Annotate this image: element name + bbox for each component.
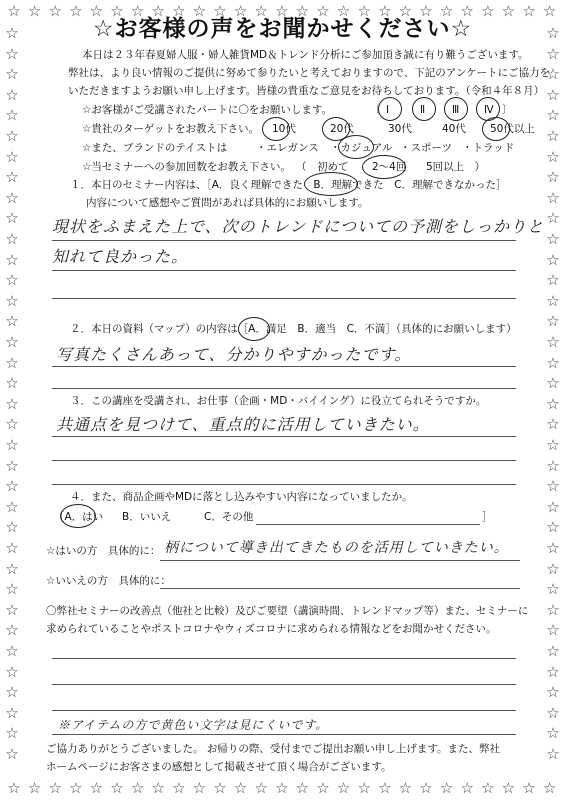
q3-text: ３．この講座を受講され、お仕事（企画・MD・バイイング）に役立てられそうですか。 [70,395,487,407]
answer-line [52,734,516,735]
border-star-icon: ☆ [546,539,560,557]
border-star-icon: ☆ [233,779,248,797]
border-star-icon: ☆ [546,436,560,454]
q4-close-bracket: ］ [482,511,493,523]
border-star-icon: ☆ [501,2,516,20]
parts-question: ☆お客様がご受講されたパートに〇をお願いします。 [82,104,333,116]
target-question: ☆貴社のターゲットをお教え下さい。 [82,123,259,135]
border-star-icon: ☆ [357,2,371,20]
border-star-icon: ☆ [172,779,186,797]
border-star-icon: ☆ [27,779,42,797]
q4-option-other[interactable]: C．その他 [204,511,254,523]
border-star-icon: ☆ [213,2,227,20]
border-star-icon: ☆ [546,333,560,351]
border-star-icon: ☆ [546,642,560,660]
border-star-icon: ☆ [5,250,19,269]
border-star-icon: ☆ [275,2,289,20]
border-star-icon: ☆ [546,24,560,42]
border-star-icon: ☆ [546,127,560,145]
intro-line-3: いただきますようお願い申し上げます。皆様の貴重なご意見をお待ちしております。（令和４年８月） [68,85,545,97]
q2-answer: 写真たくさんあって、分かりやすかったです。 [56,345,412,364]
border-star-icon: ☆ [546,745,560,763]
border-star-icon: ☆ [546,600,560,619]
border-star-icon: ☆ [336,2,351,20]
border-star-icon: ☆ [546,85,560,104]
border-star-icon: ☆ [5,85,19,104]
border-star-icon: ☆ [542,779,557,797]
border-star-icon: ☆ [5,600,19,619]
border-star-icon: ☆ [151,2,165,20]
border-star-icon: ☆ [233,2,248,20]
border-star-icon: ☆ [5,209,19,228]
border-star-icon: ☆ [5,333,19,351]
border-star-icon: ☆ [5,642,19,660]
border-star-icon: ☆ [48,779,62,797]
border-star-icon: ☆ [151,779,165,797]
part-option-1[interactable]: Ⅰ [386,104,390,116]
q4-yes-answer: 柄について導き出てきたものを活用していきたい。 [164,540,509,556]
border-star-icon: ☆ [546,271,560,290]
border-star-icon: ☆ [546,230,560,248]
border-star-icon: ☆ [546,250,560,269]
border-star-icon: ☆ [275,779,289,797]
border-star-icon: ☆ [542,2,557,20]
answer-line [52,388,516,389]
border-star-icon: ☆ [89,779,104,797]
answer-line [52,270,516,271]
q3-answer: 共通点を見つけて、重点的に活用していきたい。 [56,415,430,434]
footer-line-2: ホームページにお客さまの感想として掲載させて頂く場合がございます。 [46,761,392,773]
border-star-icon: ☆ [522,2,536,20]
answer-line [52,658,516,659]
answer-line [52,298,516,299]
border-star-icon: ☆ [254,779,268,797]
border-star-icon: ☆ [546,724,560,743]
q4-option-yes[interactable]: ［A．はい [54,511,104,523]
border-star-icon: ☆ [546,580,560,599]
circle-mark [362,155,406,179]
border-star-icon: ☆ [546,394,560,413]
target-option-10s[interactable]: 10代 [272,123,296,135]
page-title: ☆お客様の声をお聞かせください☆ [92,16,473,42]
answer-line [52,366,516,367]
border-star-icon: ☆ [5,394,19,413]
circle-mark [304,172,358,196]
border-star-icon: ☆ [357,779,371,797]
taste-option-trad[interactable]: ・トラッド [462,142,515,154]
border-star-icon: ☆ [460,779,474,797]
border-star-icon: ☆ [192,2,207,20]
border-star-icon: ☆ [546,312,560,331]
q4-option-no[interactable]: B．いいえ [122,511,172,523]
part-option-3[interactable]: Ⅲ [452,104,460,116]
border-star-icon: ☆ [481,779,495,797]
border-star-icon: ☆ [546,477,560,496]
border-star-icon: ☆ [254,2,268,20]
circle-mark [338,135,374,159]
border-star-icon: ☆ [481,2,495,20]
taste-option-elegance[interactable]: ・エレガンス [256,142,319,154]
q1-answer-line-2: 知れて良かった。 [52,247,189,266]
border-star-icon: ☆ [546,168,560,187]
border-star-icon: ☆ [5,147,19,166]
border-star-icon: ☆ [5,312,19,331]
q1-subtext: 内容について感想やご質問があれば具体的にお願いします。 [86,197,369,209]
visits-question: ☆当セミナーへの参加回数をお教え下さい。 [82,161,291,173]
border-star-icon: ☆ [5,188,19,207]
answer-line [52,484,516,485]
target-option-20s[interactable]: 20代 [330,123,354,135]
border-star-icon: ☆ [172,2,186,20]
taste-option-casual[interactable]: ・カジュアル [330,142,393,154]
border-star-icon: ☆ [48,2,62,20]
border-star-icon: ☆ [5,703,19,722]
circle-mark [60,504,96,528]
other-line [256,524,480,525]
border-star-icon: ☆ [5,436,19,454]
border-star-icon: ☆ [546,147,560,166]
q5-text-2: 求められていることやポストコロナやウィズコロナに求められる情報などをお聞かせください。 [46,623,497,635]
q4-no-label: ☆いいえの方 具体的に： [46,575,171,587]
border-star-icon: ☆ [5,271,19,290]
border-star-icon: ☆ [130,779,145,797]
border-star-icon: ☆ [5,127,19,145]
border-star-icon: ☆ [5,621,19,640]
border-star-icon: ☆ [5,230,19,248]
answer-line [52,240,516,241]
answer-line [52,436,516,437]
taste-option-sports[interactable]: ・スポーツ [400,142,453,154]
border-star-icon: ☆ [546,65,560,84]
q4-text: ４．また、商品企画やMDに落とし込みやすい内容になっていましたか。 [70,491,413,503]
border-star-icon: ☆ [5,24,19,42]
border-star-icon: ☆ [546,497,560,516]
border-star-icon: ☆ [546,621,560,640]
border-star-icon: ☆ [546,374,560,393]
border-star-icon: ☆ [419,2,433,20]
parts-close-bracket: 〕 [502,104,513,116]
target-option-40s[interactable]: 40代 [442,123,466,135]
border-star-icon: ☆ [5,497,19,516]
part-option-2[interactable]: Ⅱ [420,104,426,116]
border-star-icon: ☆ [546,106,560,125]
border-star-icon: ☆ [316,779,330,797]
border-star-icon: ☆ [501,779,516,797]
visits-option-first[interactable]: （ 初めて [296,161,349,173]
border-star-icon: ☆ [69,2,83,20]
border-star-icon: ☆ [546,683,560,702]
border-star-icon: ☆ [378,2,392,20]
answer-line [52,684,516,685]
border-star-icon: ☆ [522,779,536,797]
border-star-icon: ☆ [89,2,104,20]
q1-text: １．本日のセミナー内容は、［A．良く理解できた B．理解できた C．理解できなかった］ [70,179,507,191]
border-star-icon: ☆ [546,188,560,207]
q4-yes-label: ☆はいの方 具体的に： [46,545,161,557]
border-star-icon: ☆ [439,779,454,797]
border-star-icon: ☆ [5,683,19,702]
border-star-icon: ☆ [546,559,560,578]
border-star-icon: ☆ [295,2,310,20]
border-star-icon: ☆ [546,291,560,310]
border-star-icon: ☆ [5,106,19,125]
border-star-icon: ☆ [110,779,124,797]
border-star-icon: ☆ [546,209,560,228]
border-star-icon: ☆ [5,559,19,578]
border-star-icon: ☆ [378,779,392,797]
border-star-icon: ☆ [213,779,227,797]
answer-line [52,710,516,711]
border-star-icon: ☆ [546,415,560,434]
border-star-icon: ☆ [5,168,19,187]
border-star-icon: ☆ [546,662,560,681]
border-star-icon: ☆ [398,2,413,20]
circle-mark [444,97,468,121]
footer-line-1: ご協力ありがとうございました。 お帰りの際、受付までご提出お願い申し上げます。また、弊社 [46,743,500,755]
border-star-icon: ☆ [69,779,83,797]
border-star-icon: ☆ [546,456,560,475]
border-star-icon: ☆ [110,2,124,20]
border-star-icon: ☆ [27,2,42,20]
q5-text-1: 〇弊社セミナーの改善点（他社と比較）及びご要望（講演時間、トレンドマップ等）また、セミナーに [46,605,529,617]
answer-line [52,460,516,461]
border-star-icon: ☆ [398,779,413,797]
visits-option-2-4[interactable]: 2～4回 [372,161,407,173]
circle-mark [412,97,436,121]
border-star-icon: ☆ [546,703,560,722]
target-option-50s[interactable]: 50代以上 [490,123,535,135]
border-star-icon: ☆ [5,745,19,763]
border-star-icon: ☆ [316,2,330,20]
border-star-icon: ☆ [546,518,560,537]
border-star-icon: ☆ [5,291,19,310]
q5-answer: ※アイテムの方で黄色い文字は見にくいです。 [58,718,329,732]
answer-line [160,560,520,561]
intro-line-2: 弊社は、より良い情報のご提供に努めて参りたいと考えておりますので、下記のアンケートにご協力を [68,67,551,79]
taste-question: ☆また、ブランドのテイストは [82,142,228,154]
border-star-icon: ☆ [5,662,19,681]
border-star-icon: ☆ [5,456,19,475]
circle-mark [378,97,402,121]
border-star-icon: ☆ [7,2,21,20]
border-star-icon: ☆ [5,539,19,557]
border-star-icon: ☆ [5,580,19,599]
border-star-icon: ☆ [5,353,19,372]
circle-mark [238,317,270,341]
answer-line [160,588,520,589]
border-star-icon: ☆ [130,2,145,20]
border-star-icon: ☆ [546,353,560,372]
border-star-icon: ☆ [460,2,474,20]
border-star-icon: ☆ [5,415,19,434]
border-star-icon: ☆ [7,779,21,797]
border-star-icon: ☆ [439,2,454,20]
border-star-icon: ☆ [192,779,207,797]
q1-answer-line-1: 現状をふまえた上で、次のトレンドについての予測をしっかりと [52,217,544,236]
border-star-icon: ☆ [336,779,351,797]
border-star-icon: ☆ [5,374,19,393]
parts-open-bracket: 〔 [370,104,381,116]
border-star-icon: ☆ [5,518,19,537]
border-star-icon: ☆ [5,477,19,496]
border-star-icon: ☆ [295,779,310,797]
intro-line-1: 本日は２３年春夏婦人服・婦人雑貨MD＆トレンド分析にご参加頂き誠に有り難うございます。 [82,49,529,61]
target-option-30s[interactable]: 30代 [388,123,412,135]
part-option-4[interactable]: Ⅳ [484,104,494,116]
border-star-icon: ☆ [5,65,19,84]
border-star-icon: ☆ [5,724,19,743]
border-star-icon: ☆ [419,779,433,797]
circle-mark [482,117,510,141]
border-star-icon: ☆ [546,44,560,63]
circle-mark [262,117,290,141]
border-star-icon: ☆ [5,44,19,63]
q2-text: ２．本日の資料（マップ）の内容は［A．満足 B．適当 C．不満］（具体的にお願いします） [70,323,517,335]
visits-option-5plus[interactable]: 5回以上 ） [426,161,486,173]
